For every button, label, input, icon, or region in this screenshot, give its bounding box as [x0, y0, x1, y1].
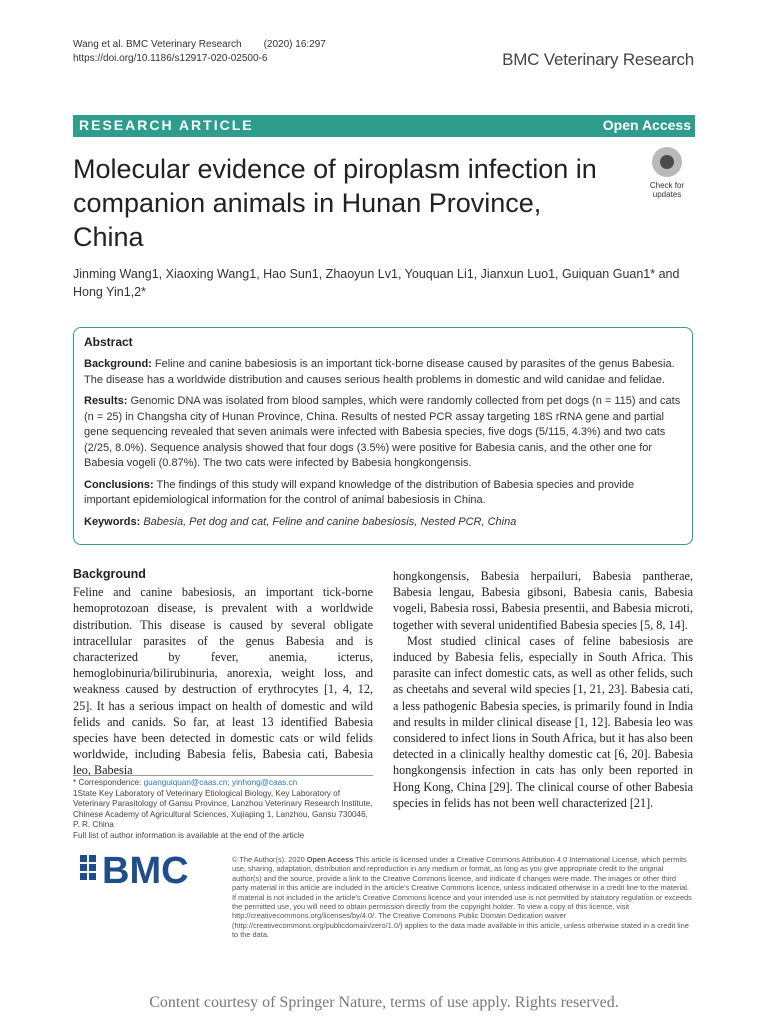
- abstract-conclusions: [84, 478, 682, 509]
- bmc-logo: [80, 852, 220, 888]
- abstract-heading: Abstract: [84, 335, 133, 349]
- body-paragraph-left: Feline and canine babesiosis, an important tick-borne hemoprotozoan disease, is prevalent with a worldwide distribution. This disease is caused by several obligate intracellular parasites of the genus Babesia and is characterized by fever, anemia, icterus, hemoglobinuria/bilirubinuria, anorexia, weight loss, and weakness caused by destruction of erythrocytes [1, 4, 12, 25]. It has a serious impact on health of domestic and wild felids and canids. So far, at least 13 identified Babesia species have been detected in domestic cats or wild felids worldwide, including Babesia felis, Babesia cati, Babesia leo, Babesia: [73, 585, 373, 778]
- results-label: Results:: [84, 395, 128, 407]
- abstract-keywords: [84, 515, 682, 531]
- article-banner: [73, 115, 695, 137]
- body-paragraph-right-2: Most studied clinical cases of feline babesiosis are induced by Babesia felis, especially in South Africa. This parasite can infect domestic cats, as well as other felids, such as cheetahs and several wild species [1, 21, 23]. Babesia cati, a less pathogenic Babesia species, is primarily found in India and results in milder clinical disease [1, 12]. Babesia leo was considered to infect lions in South Africa, but it has also been detected in a clinically healthy domestic cat [6, 20]. Babesia hongkongensis infection in cats has only been reported in Hong Kong, China [29]. The clinical course of other Babesia species in felids has not been well characterized [21].: [393, 633, 693, 810]
- check-updates-line2: updates: [652, 190, 682, 199]
- author-list: [73, 265, 693, 301]
- license-lead: © The Author(s). 2020: [232, 855, 305, 864]
- license-text: [232, 855, 694, 940]
- keywords-label: Keywords:: [84, 515, 141, 528]
- article-type: RESEARCH ARTICLE: [79, 117, 254, 133]
- abstract-results: [84, 394, 682, 472]
- correspondence-emails[interactable]: guanguiquan@caas.cn; yinhong@caas.cn: [143, 778, 298, 787]
- keywords-text: Babesia, Pet dog and cat, Feline and canine babesiosis, Nested PCR, China: [143, 515, 517, 528]
- authors-line1: Jinming Wang1, Xiaoxing Wang1, Hao Sun1, Zhaoyun Lv1, Youquan Li1, Jianxun Luo1, Guiquan Guan1* and: [73, 267, 680, 281]
- results-text: Genomic DNA was isolated from blood samples, which were randomly collected from pet dogs (n = 115) and cats (n = 25) in Changsha city of Hunan Province, China. Results of nested PCR assay targeting 18S rRNA gene and partial gene sequencing revealed that seven animals were infected with Babesia species, five dogs (5/115, 4.3%) and two cats (2/25, 8.0%). Sequence analysis showed that four dogs (3.5%) were positive for Babesia canis, and the other one for Babesia vogeli (0.87%). The two cats were infected by Babesia hongkongensis.: [84, 395, 681, 469]
- check-for-updates-button[interactable]: [641, 147, 693, 201]
- license-body: This article is licensed under a Creative Commons Attribution 4.0 International License, which permits use, sharing, adaptation, distribution and reproduction in any medium or format, as long as you give appropriate credit to the original author(s) and the source, provide a link to the Creative Commons licence, and indicate if changes were made. The images or other third party material in this article are included in the article's Creative Commons licence, unless indicated otherwise in a credit line to the material. If material is not included in the article's Creative Commons licence and your intended use is not permitted by statutory regulation or exceeds the permitted use, you will need to obtain permission directly from the copyright holder. To view a copy of this licence, visit http://creativecommons.org/licenses/by/4.0/. The Creative Commons Public Domain Dedication waiver (http://creativecommons.org/publicdomain/zero/1.0/) applies to the data made available in this article, unless otherwise stated in a credit line to the data.: [232, 855, 692, 940]
- footnotes: [73, 775, 373, 842]
- year-volume: (2020) 16:297: [263, 39, 326, 50]
- journal-name: BMC Veterinary Research: [502, 50, 694, 69]
- check-updates-line1: Check for: [649, 181, 685, 190]
- conclusions-label: Conclusions:: [84, 478, 154, 491]
- conclusions-text: The findings of this study will expand knowledge of the distribution of Babesia species and provide important epidemiological information for the control of animal babesiosis in China.: [84, 478, 635, 506]
- citation: Wang et al. BMC Veterinary Research: [73, 39, 242, 50]
- doi-link[interactable]: https://doi.org/10.1186/s12917-020-02500-6: [73, 53, 268, 64]
- full-list-note: Full list of author information is available at the end of the article: [73, 830, 305, 840]
- running-header: [73, 38, 348, 66]
- bmc-logo-text: BMC: [102, 852, 189, 888]
- abstract-background: [84, 357, 682, 388]
- license-open-access: Open Access: [306, 855, 354, 864]
- section-heading-background: Background: [73, 567, 146, 581]
- correspondence-label: * Correspondence:: [73, 778, 142, 787]
- affiliation: 1State Key Laboratory of Veterinary Etiological Biology, Key Laboratory of Veterinary Parasitology of Gansu Province, Lanzhou Veterinary Research Institute, Chinese Academy of Agricultural Sciences, Xujiaping 1, Lanzhou, Gansu 730046, P. R. China: [73, 788, 373, 830]
- bmc-logo-icon: [80, 852, 220, 888]
- background-label: Background:: [84, 358, 152, 370]
- body-left-column: [73, 566, 373, 779]
- background-text: Feline and canine babesiosis is an important tick-borne disease caused by parasites of the genus Babesia. The disease has a worldwide distribution and causes serious health problems in domestic and wild canidae and felidae.: [84, 358, 675, 386]
- open-access-label: Open Access: [602, 117, 691, 133]
- authors-line2: Hong Yin1,2*: [73, 285, 146, 299]
- correspondence-line: [73, 778, 373, 789]
- crossmark-icon: [652, 147, 682, 177]
- abstract-box: [73, 327, 693, 545]
- article-title: Molecular evidence of piroplasm infection in companion animals in Hunan Province, China: [73, 154, 597, 252]
- body-right-column: [393, 568, 693, 811]
- body-paragraph-right-1: hongkongensis, Babesia herpailuri, Babesia pantherae, Babesia lengau, Babesia gibsoni, Babesia canis, Babesia vogeli, Babesia rossi, Babesia presentii, and Babesia microti, together with several unidentified Babesia species [5, 8, 14].: [393, 569, 693, 632]
- courtesy-footer: Content courtesy of Springer Nature, terms of use apply. Rights reserved.: [149, 994, 619, 1011]
